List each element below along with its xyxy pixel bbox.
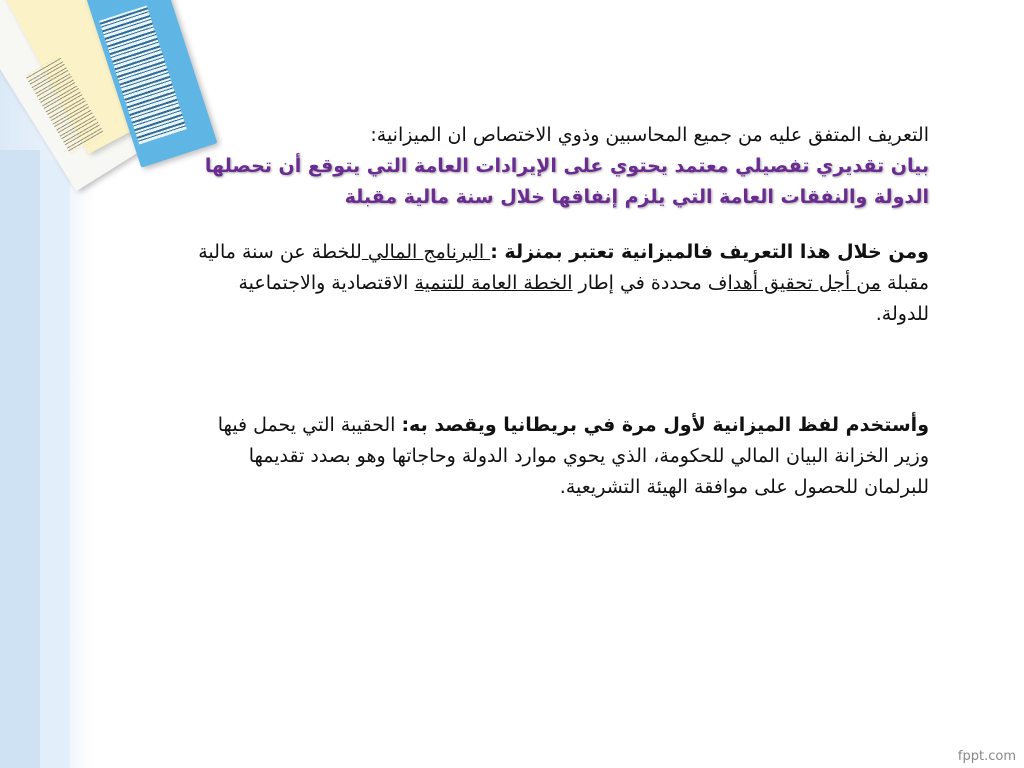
paragraph-text: ف محددة في إطار xyxy=(572,272,728,294)
underlined-phrase: الخطة العامة للتنمية xyxy=(414,272,573,294)
paragraph-program-lead: ومن خلال هذا التعريف فالميزانية تعتبر بمنزلة : xyxy=(490,241,929,263)
underlined-phrase: من أجل تحقيق أهدا xyxy=(727,272,881,294)
intro-line: التعريف المتفق عليه من جميع المحاسبين وذوي الاختصاص ان الميزانية: xyxy=(370,124,929,146)
underlined-phrase: البرنامج المالي xyxy=(361,241,491,263)
paragraph-text: للخطة عن سنة مالية مقبلة xyxy=(198,241,929,294)
background-stripe xyxy=(0,150,40,768)
paragraph-origin xyxy=(189,410,929,503)
budget-definition: بيان تقديري تفصيلي معتمد يحتوي على الإيرادات العامة التي يتوقع أن تحصلها الدولة والنفقات العامة التي يلزم إنفاقها خلال سنة مالية مقبلة xyxy=(204,155,929,208)
slide-body xyxy=(189,120,929,503)
background-stripe xyxy=(40,160,70,768)
footer-credit: fppt.com xyxy=(957,749,1016,764)
intro-text xyxy=(189,120,929,151)
paragraph-program xyxy=(189,237,929,330)
paragraph-origin-lead: وأستخدم لفظ الميزانية لأول مرة في بريطانيا ويقصد به: xyxy=(401,414,929,436)
paragraph-text: الاقتصادية والاجتماعية للدولة. xyxy=(238,272,929,325)
paragraph-text: الحقيبة التي يحمل فيها وزير الخزانة البيان المالي للحكومة، الذي يحوي موارد الدولة وحاجاتها وهو بصدد تقديمها للبرلمان للحصول على موافقة الهيئة التشريعية. xyxy=(217,414,929,498)
